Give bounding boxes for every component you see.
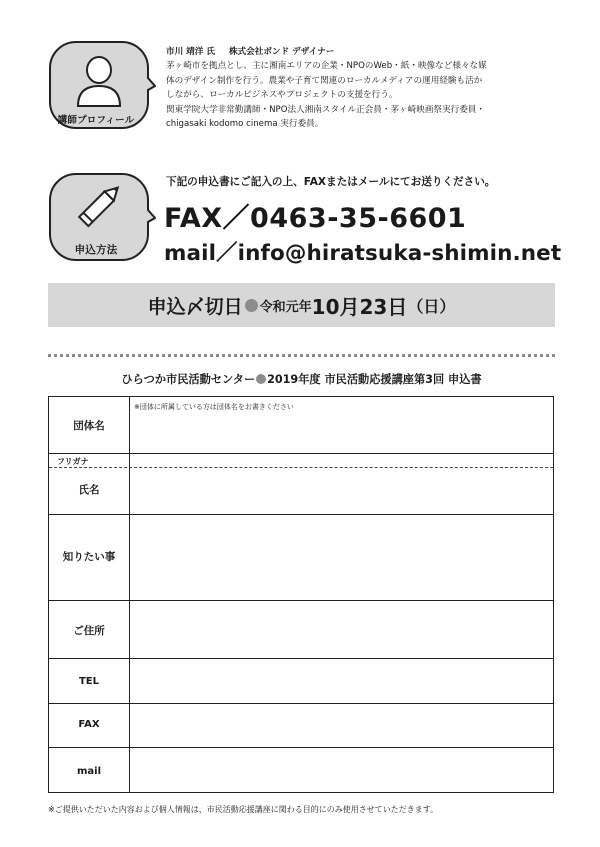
deadline-label: 申込〆切日: [147, 295, 243, 318]
application-badge: [48, 172, 156, 260]
application-form: [48, 396, 554, 793]
instructor-profile: [166, 45, 566, 131]
name-field[interactable]: [130, 468, 553, 514]
want-label: 知りたい事: [62, 551, 116, 563]
profile-line: しながら、ローカルビジネスやプロジェクトの支援を行う。: [166, 90, 398, 101]
tel-label: TEL: [78, 676, 100, 687]
fax-field[interactable]: [130, 704, 553, 747]
bullet-dot-icon: [256, 374, 266, 384]
deadline-date: 10月23日: [311, 294, 408, 319]
tel-field[interactable]: [130, 659, 553, 703]
deadline-weekday: （日）: [407, 296, 456, 316]
fax-label: FAX: [78, 719, 100, 730]
name-label: 氏名: [78, 484, 100, 496]
furigana-label: フリガナ: [57, 457, 89, 466]
profile-line: chigasaki kodomo cinema 実行委員。: [166, 119, 324, 130]
mail-label: mail: [76, 766, 102, 777]
cut-line: [48, 354, 555, 357]
instructor-name: 市川 靖洋 氏: [166, 47, 215, 57]
privacy-footnote: ※ご提供いただいた内容および個人情報は、市民活動応援講座に関わる目的にのみ使用させていただきます。: [48, 805, 439, 814]
address-label: ご住所: [73, 625, 105, 637]
mail-field[interactable]: [130, 748, 553, 793]
org-note: ※団体に所属している方は団体名をお書きください: [134, 403, 294, 411]
form-title-org: ひらつか市民活動センター: [121, 373, 256, 386]
deadline-banner: [48, 283, 555, 327]
want-field[interactable]: [130, 515, 553, 600]
deadline-era: 令和元年: [259, 299, 312, 315]
bullet-dot-icon: [245, 299, 258, 312]
org-field[interactable]: [130, 397, 553, 453]
email-address[interactable]: mail／info@hiratsuka-shimin.net: [164, 241, 562, 266]
profile-line: 茅ヶ崎市を拠点とし、主に湘南エリアの企業・NPOのWeb・紙・映像など様々な媒: [166, 61, 487, 72]
profile-line: 関東学院大学非常勤講師・NPO法人湘南スタイル正会員・茅ヶ崎映画祭実行委員・: [166, 104, 485, 115]
address-field[interactable]: [130, 601, 553, 658]
form-title: [48, 371, 555, 387]
profile-line: 体のデザイン制作を行う。農業や子育て関連のローカルメディアの運用経験も活か: [166, 75, 483, 86]
application-instructions: 下記の申込書にご記入の上、FAXまたはメールにてお送りください。: [166, 176, 496, 188]
application-badge-label: 申込方法: [74, 244, 118, 256]
furigana-field[interactable]: [130, 454, 553, 466]
profile-badge-label: 講師プロフィール: [57, 115, 135, 126]
profile-badge: [48, 40, 156, 128]
instructor-company: 株式会社ボンド デザイナー: [228, 47, 335, 57]
org-label: 団体名: [73, 420, 105, 432]
fax-number: FAX／0463-35-6601: [164, 203, 467, 234]
form-title-event: 2019年度 市民活動応援講座第3回 申込書: [267, 373, 482, 386]
